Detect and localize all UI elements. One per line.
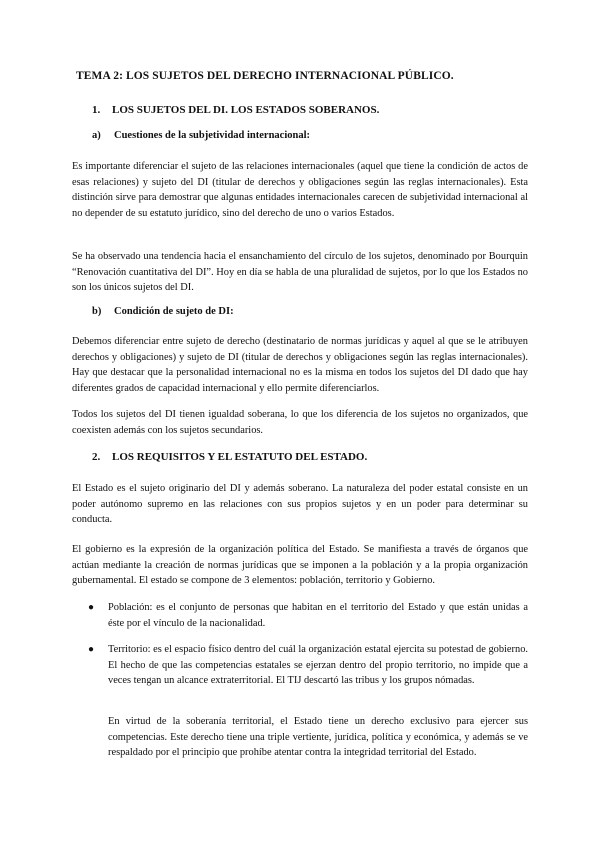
indented-paragraph: En virtud de la soberanía territorial, el Estado tiene un derecho exclusivo para ejercer sus competencias. Este derecho tiene una triple vertiente, jurídica, política y económica, y además se ve respaldado por el principio que prohíbe atentar contra la integridad territorial del Estado.: [108, 716, 528, 759]
section-title: LOS SUJETOS DEL DI. LOS ESTADOS SOBERANOS.: [112, 104, 380, 116]
paragraph: Todos los sujetos del DI tienen igualdad soberana, lo que los diferencia de los sujetos no organizados, que coexisten además con los sujetos secundarios.: [72, 409, 528, 436]
section-number: 2.: [92, 451, 101, 463]
document-title: TEMA 2: LOS SUJETOS DEL DERECHO INTERNACIONAL PÚBLICO.: [76, 70, 454, 82]
paragraph: El Estado es el sujeto originario del DI y además soberano. La naturaleza del poder estatal consiste en un poder autónomo supremo en las relaciones con sus propios sujetos y en un poder para determinar su conducta.: [72, 483, 528, 526]
subsection-number: b): [92, 306, 102, 317]
subsection-title: Condición de sujeto de DI:: [114, 306, 234, 317]
paragraph: Se ha observado una tendencia hacia el ensanchamiento del círculo de los sujetos, denominado por Bourquin “Renovación cuantitativa del DI”. Hoy en día se habla de una pluralidad de sujetos, por lo que los Estados no son los únicos sujetos del DI.: [72, 251, 528, 294]
list-item-text: Territorio: es el espacio físico dentro del cuál la organización estatal ejercita su potestad de gobierno. El hecho de que las competencias estatales se ejerzan dentro del propio territorio, no impide que a veces tengan un alcance extraterritorial. El TIJ descartó las tribus y los grupos nómadas.: [108, 644, 528, 687]
subsection-title: Cuestiones de la subjetividad internacional:: [114, 130, 311, 141]
bullet-icon: ●: [88, 602, 95, 613]
section-heading-1: [92, 104, 379, 116]
section-heading-2: [92, 451, 367, 463]
section-title: LOS REQUISITOS Y EL ESTATUTO DEL ESTADO.: [112, 451, 368, 463]
list-item-text: Población: es el conjunto de personas que habitan en el territorio del Estado y que están unidas a éste por el vínculo de la nacionalidad.: [108, 602, 528, 629]
section-number: 1.: [92, 104, 101, 116]
subsection-number: a): [92, 130, 101, 141]
paragraph: El gobierno es la expresión de la organización política del Estado. Se manifiesta a través de órganos que actúan mediante la creación de normas jurídicas que se imponen a la población y a la propia organización gubernamental. El estado se compone de 3 elementos: población, territorio y Gobierno.: [72, 544, 528, 587]
bullet-icon: ●: [88, 644, 95, 655]
subsection-heading-b: [92, 306, 234, 317]
subsection-heading-a: [92, 130, 310, 141]
paragraph: Debemos diferenciar entre sujeto de derecho (destinatario de normas jurídicas y aquel al que se le atribuyen derechos y obligaciones) y sujeto de DI (titular de derechos y obligaciones según las reglas internacionales). Hay que destacar que la personalidad internacional no es la misma en todos los sujetos del DI dado que hay diferentes grados de capacidad internacional y ello permite diferenciarlos.: [72, 336, 528, 394]
paragraph: Es importante diferenciar el sujeto de las relaciones internacionales (aquel que tiene la condición de actos de esas relaciones) y sujeto del DI (titular de derechos y obligaciones según las reglas internacionales). Esta distinción sirve para demostrar que algunas entidades internacionales carecen de subjetividad internacional al no depender de su estatuto jurídico, sino del derecho de uno o varios Estados.: [72, 161, 528, 219]
